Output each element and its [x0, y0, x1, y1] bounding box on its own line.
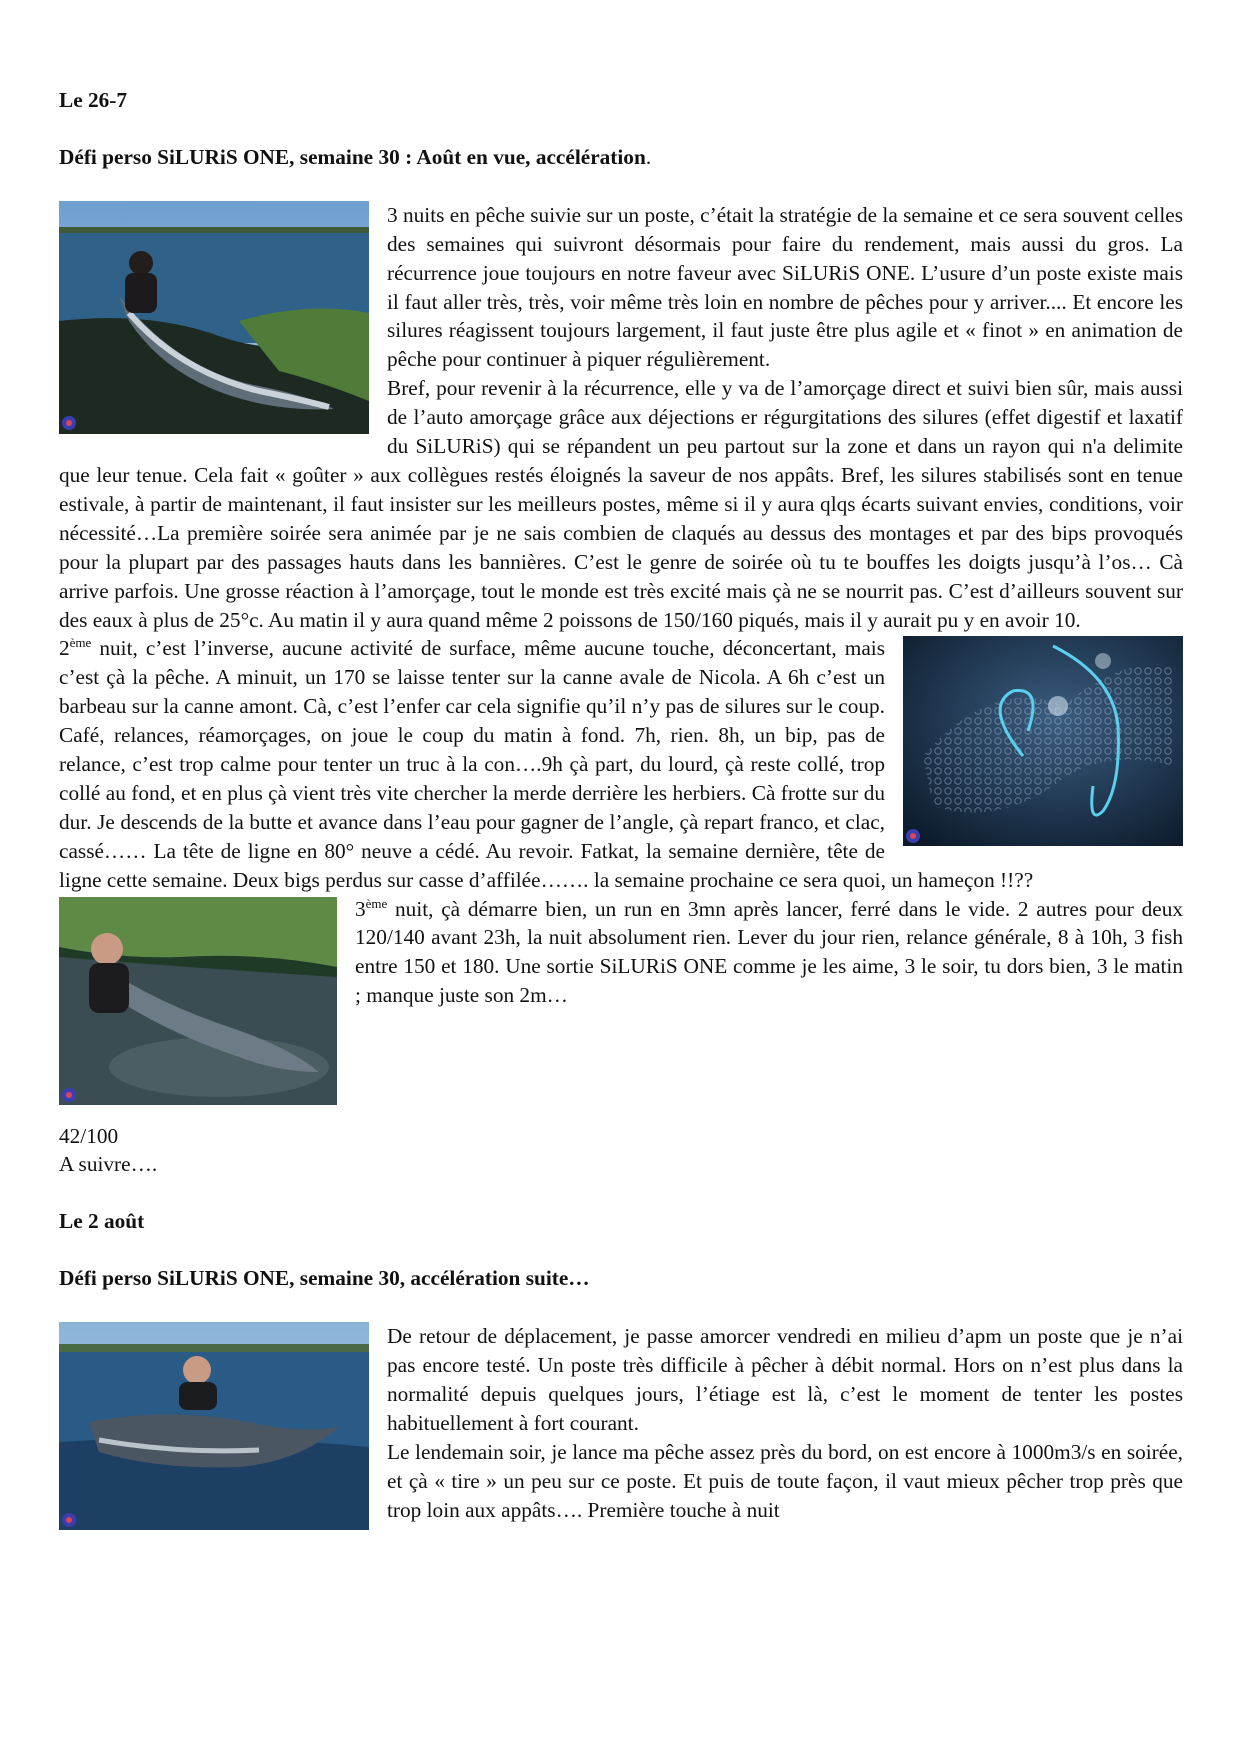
night3-text: nuit, çà démarre bien, un run en 3mn après lancer, ferré dans le vide. 2 autres pour deux 120/140 avant 23h, la nuit absolument rien. Lever du jour rien, relance générale, 8 à 10h, 3 fish entre 150 et 180. Une sortie SiLURiS ONE comme je les aime, 3 le soir, tu dors bien, 3 le matin ; manque juste son 2m…	[355, 896, 1183, 1008]
section1-paragraph-1: 3 nuits en pêche suivie sur un poste, c’était la stratégie de la semaine et ce sera souvent celles des semaines qui suivront désormais pour faire du rendement, mais aussi du gros. La récurrence joue toujours en notre faveur avec SiLURiS ONE. L’usure d’un poste existe mais il faut aller très, très, voir même très loin en nombre de pêches pour y arriver.... Et encore les silures réagissent toujours largement, il faut juste être plus agile et « finot » en animation de pêche pour continuer à piquer régulièrement.	[387, 202, 1183, 372]
section1-title-period: .	[645, 144, 652, 169]
document-body	[59, 86, 1183, 1530]
section2-paragraph-2: Le lendemain soir, je lance ma pêche assez près du bord, on est encore à 1000m3/s en soirée, et çà « tire » un peu sur ce poste. Et puis de toute façon, il vaut mieux pêcher trop près que trop loin aux appâts…. Première touche à nuit	[387, 1439, 1183, 1522]
night3-superscript: ème	[365, 895, 388, 911]
section2-paragraph-1: De retour de déplacement, je passe amorcer vendredi en milieu d’apm un poste que je n’ai pas encore testé. Un poste très difficile à pêcher à débit normal. Hors on n’est plus dans la normalité depuis quelques jours, l’étiage est là, c’est le moment de tenter les postes habituellement à fort courant.	[387, 1324, 1183, 1435]
night2-number: 2	[59, 636, 70, 661]
fishing-line-underwater-photo	[903, 636, 1183, 846]
section2-title: Défi perso SiLURiS ONE, semaine 30, accélération suite…	[59, 1266, 590, 1291]
catfish-photo-water	[59, 1322, 369, 1530]
score-text: 42/100	[59, 1123, 119, 1148]
watermark-logo-icon	[62, 416, 76, 430]
catfish-photo-shore	[59, 201, 369, 434]
night3-number: 3	[355, 896, 366, 921]
section1-date: Le 26-7	[59, 88, 128, 112]
catfish-photo-bank	[59, 897, 337, 1105]
night2-text: nuit, c’est l’inverse, aucune activité de surface, même aucune touche, déconcertant, mais c’est çà la pêche. A minuit, un 170 se laisse tenter sur la canne avale de Nicola. A 6h c’est un barbeau sur la canne amont. Cà, c’est l’enfer car cela signifie qu’il n’y pas de silures sur le coup. Café, relances, réamorçages, on joue le coup du matin à fond. 7h, rien. 8h, un bip, pas de relance, c’est trop calme pour tenter un truc à la con….9h çà part, du lourd, çà reste collé, trop collé au fond, et en plus çà vient très vite chercher la merde derrière les herbiers. Cà frotte sur du dur. Je descends de la butte et avance dans l’eau pour gagner de l’angle, çà repart franco, et clac, cassé…… La tête de ligne en 80° neuve a cédé. Au revoir. Fatkat, la semaine dernière, tête de ligne cette semaine. Deux bigs perdus sur casse d’affilée……. la semaine prochaine ce sera quoi, un hameçon !!??	[59, 636, 1034, 892]
watermark-logo-icon	[906, 829, 920, 843]
section1-paragraph-2: Bref, pour revenir à la récurrence, elle y va de l’amorçage direct et suivi bien sûr, mais aussi de l’auto amorçage grâce aux déjections er régurgitations des silures (effet digestif et laxatif du SiLURiS) qui se répandent un peu partout sur la zone et dans un rayon qui n'a delimite que leur tenue. Cela fait « goûter » aux collègues restés éloignés la saveur de nos appâts. Bref, les silures stabilisés sont en tenue estivale, à partir de maintenant, il faut insister sur les meilleurs postes, même si il y aura qlqs écarts suivant envies, conditions, voir nécessité…La première soirée sera animée par je ne sais combien de claqués au dessus des montages et par des bips provoqués pour la plupart par des passages hauts dans les bannières. C’est le genre de soirée où tu te bouffes les doigts jusqu’à l’os… Cà arrive parfois. Une grosse réaction à l’amorçage, tout le monde est très excité mais çà ne se nourrit pas. C’est d’ailleurs souvent sur des eaux à plus de 25°c. Au matin il y aura quand même 2 poissons de 150/160 piqués, mais il y aurait pu y en avoir 10.	[59, 376, 1183, 632]
section2-date: Le 2 août	[59, 1209, 145, 1234]
watermark-logo-icon	[62, 1513, 76, 1527]
night2-superscript: ème	[69, 635, 92, 651]
section1-title: Défi perso SiLURiS ONE, semaine 30 : Août en vue, accélération	[59, 144, 646, 169]
follow-text: A suivre….	[59, 1152, 158, 1177]
section1-title-line	[59, 143, 1183, 172]
watermark-logo-icon	[62, 1088, 76, 1102]
